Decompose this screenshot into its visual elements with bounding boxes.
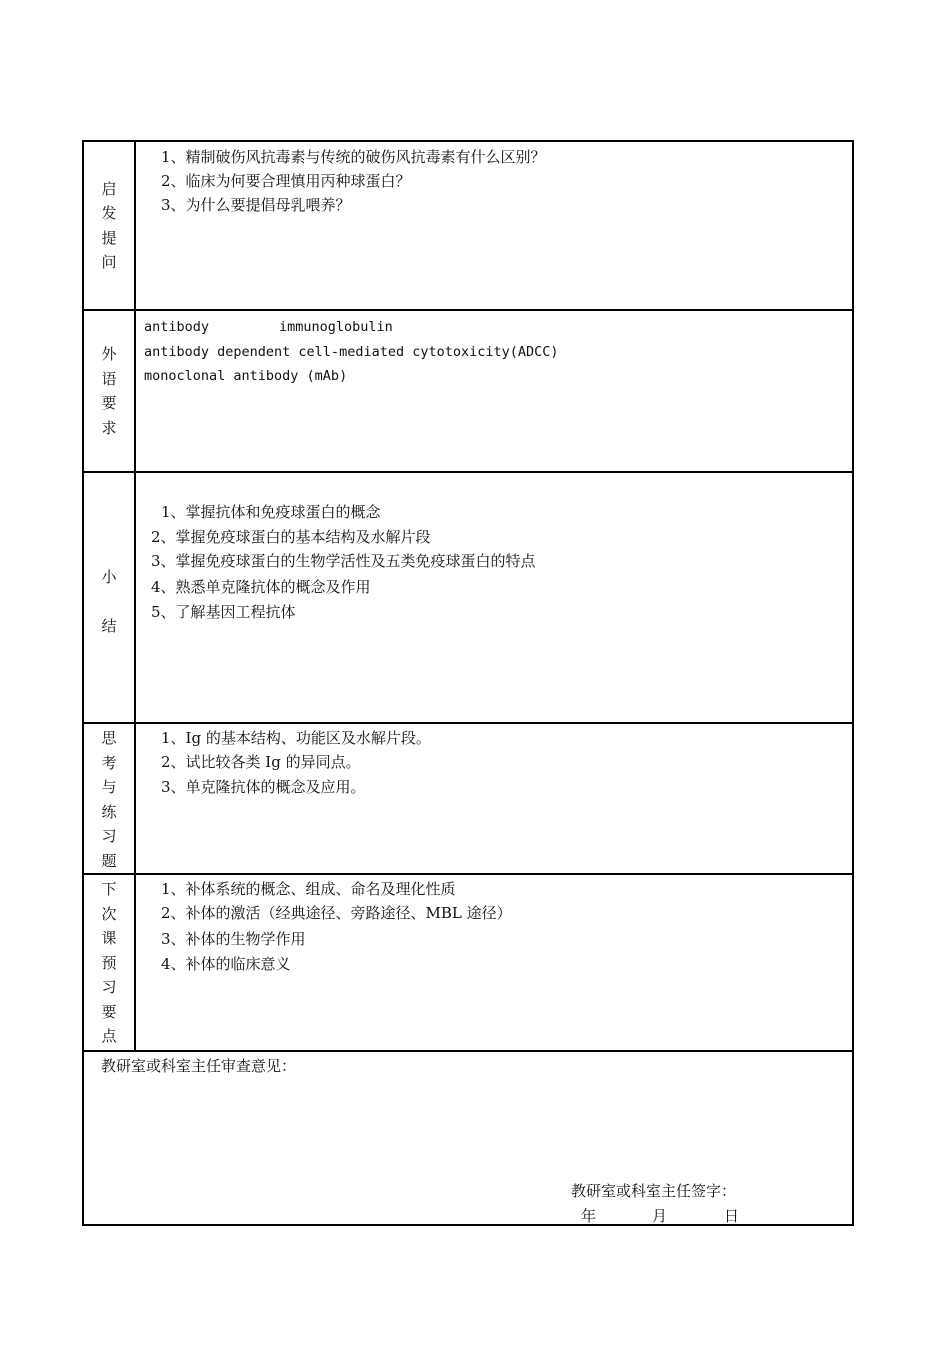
label-char: 题 <box>101 851 117 870</box>
exercise-2: 2、试比较各类 Ig 的异同点。 <box>161 753 361 771</box>
question-1: 1、精制破伤风抗毒素与传统的破伤风抗毒素有什么区别？ <box>161 148 546 166</box>
label-char: 考 <box>101 753 117 772</box>
summary-item-5: 5、了解基因工程抗体 <box>151 603 296 621</box>
label-char: 课 <box>101 929 117 947</box>
label-char: 点 <box>101 1027 117 1045</box>
section-content <box>136 724 852 873</box>
label-char: 习 <box>101 978 117 996</box>
section-foreign-language <box>84 311 852 473</box>
label-char: 提 <box>101 228 117 247</box>
label-char: 次 <box>101 904 117 923</box>
section-inspiring-questions <box>84 142 852 311</box>
exercise-1: 1、Ig 的基本结构、功能区及水解片段。 <box>161 729 431 747</box>
label-char: 与 <box>101 778 117 796</box>
summary-item-2: 2、掌握免疫球蛋白的基本结构及水解片段 <box>151 528 431 546</box>
label-char: 发 <box>101 204 117 222</box>
summary-item-3: 3、掌握免疫球蛋白的生物学活性及五类免疫球蛋白的特点 <box>151 552 536 570</box>
lesson-plan-table <box>82 140 854 1226</box>
label-char: 语 <box>101 369 117 388</box>
section-exercises <box>84 724 852 875</box>
exercise-3: 3、单克隆抗体的概念及应用。 <box>161 778 366 796</box>
label-char: 练 <box>101 802 117 821</box>
question-2: 2、临床为何要合理慎用丙种球蛋白？ <box>161 172 411 190</box>
label-char: 要 <box>101 1002 117 1021</box>
label-char: 结 <box>101 616 117 635</box>
label-char: 习 <box>101 827 117 845</box>
label-char: 预 <box>101 953 117 972</box>
term-antibody: antibody <box>144 319 210 335</box>
date-year: 年 <box>581 1207 597 1225</box>
section-content <box>136 875 852 1050</box>
section-label <box>84 311 136 471</box>
preview-item-1: 1、补体系统的概念、组成、命名及理化性质 <box>161 880 456 898</box>
label-char: 下 <box>101 880 117 898</box>
date-day: 日 <box>724 1207 740 1225</box>
summary-item-4: 4、熟悉单克隆抗体的概念及作用 <box>151 578 371 596</box>
section-label <box>84 473 136 722</box>
term-immunoglobulin: immunoglobulin <box>279 319 393 335</box>
section-content <box>136 473 852 722</box>
date-month: 月 <box>652 1207 668 1225</box>
label-char: 求 <box>101 418 117 437</box>
label-char: 要 <box>101 394 117 412</box>
section-content <box>136 142 852 309</box>
section-content <box>136 311 852 471</box>
summary-item-1: 1、掌握抗体和免疫球蛋白的概念 <box>161 503 381 521</box>
label-char: 外 <box>101 345 117 363</box>
preview-item-4: 4、补体的临床意义 <box>161 955 291 973</box>
section-label <box>84 724 136 873</box>
review-heading: 教研室或科室主任审查意见： <box>101 1057 297 1075</box>
question-3: 3、为什么要提倡母乳喂养？ <box>161 196 351 214</box>
signature-label: 教研室或科室主任签字： <box>571 1182 737 1200</box>
preview-item-2: 2、补体的激活（经典途径、旁路途径、MBL 途径） <box>161 904 512 922</box>
label-char: 思 <box>101 729 117 747</box>
section-label <box>84 875 136 1050</box>
preview-item-3: 3、补体的生物学作用 <box>161 930 306 948</box>
section-summary <box>84 473 852 724</box>
term-adcc: antibody dependent cell-mediated cytotoxicity(ADCC) <box>144 344 559 360</box>
label-char: 启 <box>101 179 117 198</box>
section-label <box>84 142 136 309</box>
section-review <box>84 1052 852 1224</box>
label-char: 小 <box>101 568 117 586</box>
section-next-preview <box>84 875 852 1052</box>
label-char: 问 <box>101 253 117 271</box>
term-mab: monoclonal antibody (mAb) <box>144 368 348 384</box>
